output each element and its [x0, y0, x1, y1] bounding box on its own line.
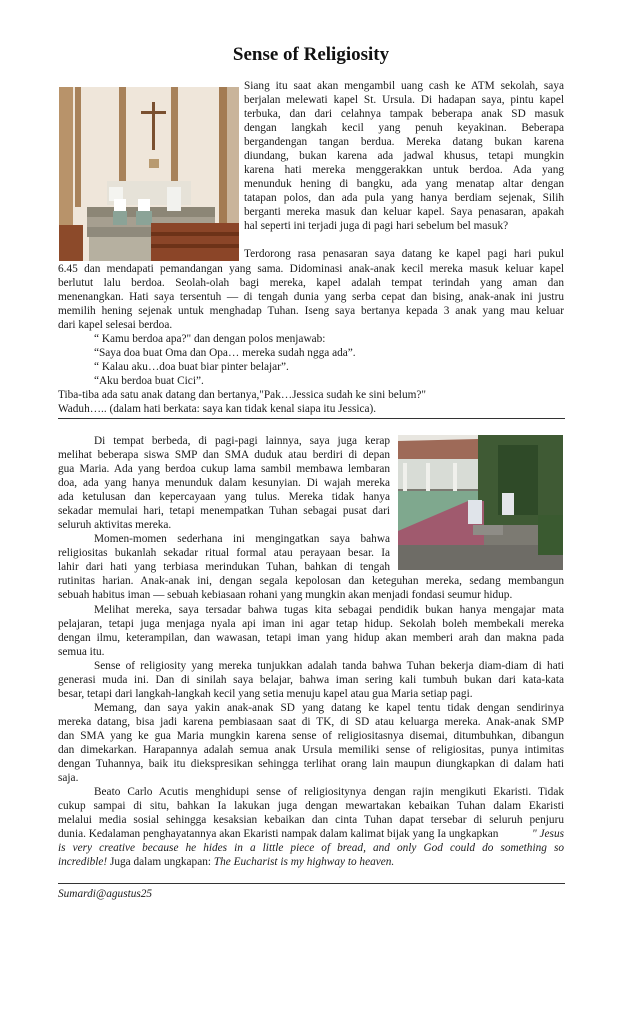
page-title: Sense of Religiosity	[232, 44, 390, 65]
quote-text: incredible!	[58, 856, 108, 868]
chapel-photo	[59, 87, 239, 261]
paragraph-line: pelajaran, tetapi juga menjaga nyala api iman ini agar tetap hidup. Sekolah boleh membekali mereka	[58, 618, 564, 630]
paragraph-line: menunduk hening di bangku, ada yang menatap altar dengan	[244, 178, 564, 190]
paragraph-line: berjalan melewati kapel St. Ursula. Di hadapan saya, pintu kapel	[244, 94, 564, 106]
paragraph-line: sekadar memulai hari, tetapi menempatkan Tuhan sebagai pusat dari	[58, 505, 390, 517]
paragraph-line: berlutut lalu berdoa. Seolah-olah bagi mereka, kapel adalah tempat terindah yang aman dan	[58, 277, 564, 289]
author-signature: Sumardi@agustus25	[58, 888, 153, 900]
paragraph-line: semua itu.	[58, 646, 105, 658]
schoolyard-photo	[398, 435, 563, 570]
paragraph-line: ada ketulusan dan kepercayaan yang tulus. Mereka tidak hanya	[58, 491, 390, 503]
paragraph-line: Waduh….. (dalam hati berkata: saya kan tidak kenal siapa itu Jessica).	[58, 403, 377, 415]
paragraph-line: generasi muda ini. Dan di sinilah saya belajar, bahwa iman sering kali tumbuh bukan dari kata-kata	[58, 674, 564, 686]
paragraph-line: Terdorong rasa penasaran saya datang ke kapel pagi hari pukul	[244, 248, 564, 260]
paragraph-line: mereka datang, bisa jadi karena pembiasaan saat di TK, di SD atau keluarga mereka. Anak-anak SMP	[58, 716, 564, 728]
paragraph-line: bergandengan tangan berdua. Mereka datang bukan karena	[244, 136, 564, 148]
dialogue-line: “ Kalau aku…doa buat biar pinter belajar”.	[94, 361, 289, 373]
paragraph-line: dengan ilmu, keterampilan, dan wawasan, tetapi iman yang hidup akan memberi arah dan makna pada	[58, 632, 564, 644]
paragraph-line: 6.45 dan mendapati pemandangan yang sama. Didominasi anak-anak kecil mereka masuk keluar kapel	[58, 263, 564, 275]
paragraph-line: Tiba-tiba ada satu anak datang dan bertanya,"Pak…Jessica sudah ke sini belum?"	[58, 389, 427, 401]
paragraph-line: dengan Tuhannya, baik itu diekspresikan sehingga terlihat orang lain maupun diungkapkan di dalam hati	[58, 758, 564, 770]
paragraph-line: melalui media sosial sehingga kesaksian kebaikan dan cinta Tuhan dapat tersebar di seluruh penjuru	[58, 814, 564, 826]
paragraph-line: melihat beberapa siswa SMP dan SMA duduk atau berdiri di depan	[58, 449, 390, 461]
paragraph-text: dunia. Kedalaman penghayatannya akan Ekaristi nampak dalam kalimat bijak yang Ia ungkapkan	[58, 828, 499, 840]
paragraph-line: Sense of religiosity yang mereka tunjukkan adalah tanda bahwa Tuhan bekerja diam-diam di hati	[94, 660, 564, 672]
paragraph-line: seluruh aktivitas mereka.	[58, 519, 172, 531]
paragraph-line: saja.	[58, 772, 79, 784]
paragraph-line: karena hati mereka menggerakkan untuk berdoa. Ada yang	[244, 164, 564, 176]
paragraph-line: Memang, dan saya yakin anak-anak SD yang datang ke kapel tentu tidak dengan sendirinya	[94, 702, 564, 714]
footer-divider	[58, 883, 565, 884]
paragraph-line: Beato Carlo Acutis menghidupi sense of religiositynya dengan rajin mengikuti Ekaristi. Tidak	[94, 786, 564, 798]
paragraph-line: gua Maria. Ada yang berdoa cukup lama sambil membawa lembaran	[58, 463, 390, 475]
paragraph-line: rutinitas harian. Anak-anak ini, dengan segala kepolosan dan keteguhan mereka, sedang membangun	[58, 575, 564, 587]
paragraph-line: dan dimekarkan. Harapannya adalah semua anak Ursula memiliki sense of religiositas, punya intimitas	[58, 744, 564, 756]
paragraph-line: religiositas bukanlah sekadar ritual formal atau perayaan besar. Ia	[58, 547, 390, 559]
paragraph-line: Momen-momen sederhana ini mengingatkan saya bahwa	[94, 533, 390, 545]
paragraph-line: dengan langkah kecil yang penuh keyakinan. Beberapa	[244, 122, 564, 134]
paragraph-line: doa, ada yang hanya menunduk dalam kesunyian. Di wajah mereka	[58, 477, 390, 489]
paragraph-line: diundang, bukan karena ada jadwal khusus, tetapi mungkin	[244, 150, 564, 162]
paragraph-line: cukup sampai di situ, bahkan Ia lakukan juga dengan mewartakan kebaikan Tuhan dalam Ekaristi	[58, 800, 564, 812]
paragraph-line: menenangkan. Hati saya tersentuh — di tengah dunia yang serba cepat dan bising, anak-anak ini justru	[58, 291, 564, 303]
dialogue-line: “ Kamu berdoa apa?" dan dengan polos menjawab:	[94, 333, 326, 345]
dialogue-line: “Aku berdoa buat Cici”.	[94, 375, 204, 387]
paragraph-line: hal seperti ini terjadi juga di pagi hari sebelum bel masuk?	[244, 220, 509, 232]
paragraph-line	[58, 827, 564, 841]
paragraph-line: dan SMA yang ke gua Maria mungkin karena sense of religiositasnya disemai, ditumbuhkan, dibangun	[58, 730, 564, 742]
paragraph-line: dari kapel selesai berdoa.	[58, 319, 173, 331]
paragraph-line	[58, 855, 394, 869]
paragraph-line: terbuka, dan dari celahnya tampak beberapa anak SD masuk	[244, 108, 564, 120]
paragraph-line: memilih hening sejenak untuk menghadap Tuhan. Iseng saya bertanya kepada 3 anak yang mau keluar	[58, 305, 564, 317]
paragraph-line: sebuah habitus iman — sebuah kebiasaan rohani yang mungkin akan menjadi fondasi seumur hidup.	[58, 589, 513, 601]
paragraph-line: tatapan polos, dan ada pula yang hanya berdiam sejenak, Silih	[244, 192, 564, 204]
paragraph-line: besar, tetapi dari langkah-langkah kecil yang setia menuju kapel atau gua Maria setiap pagi.	[58, 688, 473, 700]
quote-text: " Jesus	[531, 828, 564, 840]
section-divider	[58, 418, 565, 419]
quote-text: The Eucharist is my highway to heaven.	[213, 856, 395, 868]
paragraph-line: berganti mereka masuk dan keluar kapel. Saya penasaran, apakah	[244, 206, 564, 218]
paragraph-line: Siang itu saat akan mengambil uang cash ke ATM sekolah, saya	[244, 80, 564, 92]
quote-line: is very creative because he hides in a little piece of bread, and only God could do something so	[58, 842, 564, 854]
paragraph-text: Juga dalam ungkapan:	[107, 856, 214, 868]
paragraph-line: lahir dari hati yang terbiasa merindukan Tuhan, bahkan di tengah	[58, 561, 390, 573]
paragraph-line: Di tempat berbeda, di pagi-pagi lainnya, saya juga kerap	[94, 435, 390, 447]
dialogue-line: “Saya doa buat Oma dan Opa… mereka sudah ngga ada”.	[94, 347, 356, 359]
paragraph-line: Melihat mereka, saya tersadar bahwa tugas kita sebagai pendidik bukan hanya mengajar mata	[94, 604, 564, 616]
